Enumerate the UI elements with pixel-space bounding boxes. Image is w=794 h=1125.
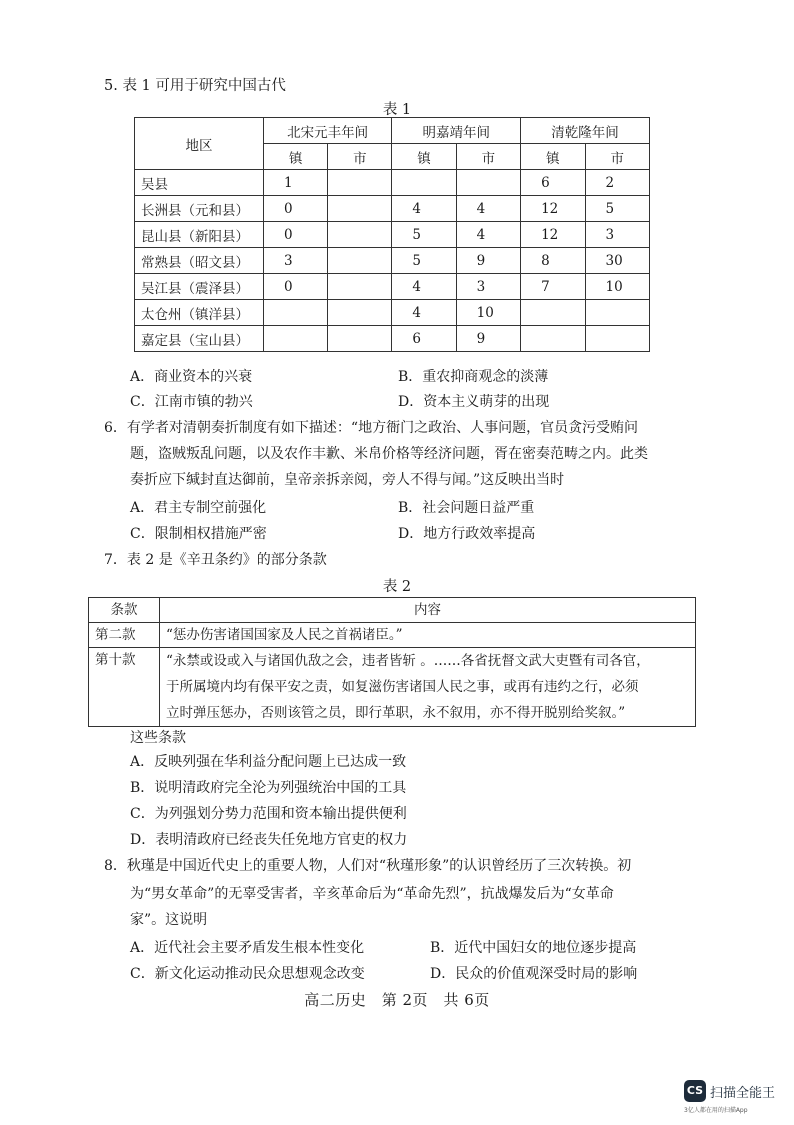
table1-value-cell xyxy=(328,248,392,274)
table1-region-cell: 太仓州（镇洋县） xyxy=(135,300,264,326)
table1-value-cell: 5 xyxy=(585,196,650,222)
q7-option-b: B．说明清政府完全沦为列强统治中国的工具 xyxy=(130,780,407,796)
table1-value-cell: 4 xyxy=(392,300,456,326)
table1-value-cell: 9 xyxy=(456,248,520,274)
table1-region-cell: 嘉定县（宝山县） xyxy=(135,326,264,352)
table2-row-label: 第二款 xyxy=(89,623,160,648)
q8-stem-line2: 为“男女革命”的无辜受害者，辛亥革命后为“革命先烈”，抗战爆发后为“女革命 xyxy=(130,886,614,902)
q5-option-d: D．资本主义萌芽的出现 xyxy=(398,394,550,410)
table1-period-ming: 明嘉靖年间 xyxy=(392,118,521,144)
table-row xyxy=(135,274,650,300)
q8-option-a: A．近代社会主要矛盾发生根本性变化 xyxy=(130,940,365,956)
table2-caption: 表 2 xyxy=(382,579,412,595)
table1-value-cell: 0 xyxy=(264,274,328,300)
watermark-name: 扫描全能王 xyxy=(710,1086,776,1101)
q7-after-text: 这些条款 xyxy=(130,730,186,746)
q8-stem-line1: 8．秋瑾是中国近代史上的重要人物，人们对“秋瑾形象”的认识曾经历了三次转换。初 xyxy=(104,858,632,874)
q8-stem-line3: 家”。这说明 xyxy=(130,912,208,928)
table1-value-cell xyxy=(585,300,650,326)
table1-sub: 镇 xyxy=(264,144,328,170)
table1-value-cell: 4 xyxy=(456,196,520,222)
table1-sub: 镇 xyxy=(392,144,456,170)
table1-value-cell xyxy=(328,274,392,300)
table1-value-cell xyxy=(521,300,585,326)
table2-header-content: 内容 xyxy=(160,598,696,623)
table1-value-cell: 10 xyxy=(456,300,520,326)
q6-stem-line3: 奏折应下缄封直达御前，皇帝亲拆亲阅，旁人不得与闻。”这反映出当时 xyxy=(130,472,565,488)
q8-option-d: D．民众的价值观深受时局的影响 xyxy=(430,966,638,982)
table-1 xyxy=(134,117,650,352)
q5-stem: 5. 表 1 可用于研究中国古代 xyxy=(104,78,286,94)
table1-value-cell xyxy=(585,326,650,352)
table1-value-cell xyxy=(328,196,392,222)
table1-value-cell: 4 xyxy=(392,196,456,222)
table1-value-cell: 0 xyxy=(264,196,328,222)
q7-option-c: C．为列强划分势力范围和资本输出提供便利 xyxy=(130,806,407,822)
table1-value-cell xyxy=(392,170,456,196)
q5-option-c: C．江南市镇的勃兴 xyxy=(130,394,253,410)
q6-option-c: C．限制相权措施严密 xyxy=(130,526,267,542)
table1-sub: 市 xyxy=(328,144,392,170)
table1-value-cell: 7 xyxy=(521,274,585,300)
table1-value-cell xyxy=(264,326,328,352)
table1-value-cell: 10 xyxy=(585,274,650,300)
table1-period-song: 北宋元丰年间 xyxy=(264,118,392,144)
table1-value-cell: 2 xyxy=(585,170,650,196)
table1-value-cell: 30 xyxy=(585,248,650,274)
q5-option-b: B．重农抑商观念的淡薄 xyxy=(398,369,549,385)
q5-option-a: A．商业资本的兴衰 xyxy=(130,369,253,385)
watermark-tagline: 3亿人都在用的扫描App xyxy=(684,1107,748,1114)
table1-caption: 表 1 xyxy=(382,102,412,118)
table1-region-cell: 吴江县（震泽县） xyxy=(135,274,264,300)
table1-value-cell: 5 xyxy=(392,222,456,248)
table1-region-cell: 昆山县（新阳县） xyxy=(135,222,264,248)
table-row xyxy=(135,300,650,326)
q8-option-b: B．近代中国妇女的地位逐步提高 xyxy=(430,940,637,956)
table-2 xyxy=(88,597,696,727)
table1-region-cell: 吴县 xyxy=(135,170,264,196)
table2-row-label: 第十款 xyxy=(89,648,160,727)
q6-stem-line1: 6．有学者对清朝奏折制度有如下描述：“地方衙门之政治、人事问题，官员贪污受贿问 xyxy=(104,420,639,436)
table1-value-cell xyxy=(328,170,392,196)
table2-row-text-line: 立时弹压惩办，否则该管之员，即行革职，永不叙用，亦不得开脱别给奖叙。” xyxy=(166,705,626,721)
table1-value-cell: 8 xyxy=(521,248,585,274)
table1-value-cell xyxy=(456,170,520,196)
page-footer: 高二历史 第 2页 共 6页 xyxy=(304,991,490,1009)
table2-row-text xyxy=(160,648,696,727)
table2-row-text-line: 于所属境内均有保平安之责，如复滋伤害诸国人民之事，或再有违约之行，必须 xyxy=(166,679,639,695)
table1-value-cell: 4 xyxy=(456,222,520,248)
table1-value-cell: 4 xyxy=(392,274,456,300)
table1-sub: 市 xyxy=(585,144,650,170)
table2-row-text-line: “永禁或设或入与诸国仇敌之会，违者皆斩 。……各省抚督文武大吏暨有司各官， xyxy=(166,653,650,669)
table-row xyxy=(135,196,650,222)
table-row xyxy=(135,326,650,352)
q6-option-b: B．社会问题日益严重 xyxy=(398,500,535,516)
q6-option-a: A．君主专制空前强化 xyxy=(130,500,267,516)
table1-value-cell xyxy=(521,326,585,352)
table-row xyxy=(135,248,650,274)
camscanner-logo-icon: CS xyxy=(684,1080,706,1102)
scanner-watermark xyxy=(684,1080,794,1120)
q7-option-d: D．表明清政府已经丧失任免地方官吏的权力 xyxy=(130,832,408,848)
q8-option-c: C．新文化运动推动民众思想观念改变 xyxy=(130,966,365,982)
table1-value-cell xyxy=(328,326,392,352)
table1-value-cell: 3 xyxy=(585,222,650,248)
q7-option-a: A．反映列强在华利益分配问题上已达成一致 xyxy=(130,754,407,770)
table2-row-text: “惩办伤害诸国国家及人民之首祸诸臣。” xyxy=(160,623,696,648)
q6-option-d: D．地方行政效率提高 xyxy=(398,526,536,542)
table1-value-cell: 3 xyxy=(456,274,520,300)
table1-value-cell: 5 xyxy=(392,248,456,274)
table1-sub: 镇 xyxy=(521,144,585,170)
table1-value-cell xyxy=(328,222,392,248)
table1-value-cell: 0 xyxy=(264,222,328,248)
table1-header-region: 地区 xyxy=(135,118,264,170)
table1-value-cell xyxy=(264,300,328,326)
table1-region-cell: 常熟县（昭文县） xyxy=(135,248,264,274)
table1-value-cell: 6 xyxy=(392,326,456,352)
table-row xyxy=(135,170,650,196)
table-row xyxy=(135,222,650,248)
q6-stem-line2: 题，盗贼叛乱问题，以及农作丰歉、米帛价格等经济问题，胥在密奏范畴之内。此类 xyxy=(130,446,648,462)
table1-value-cell: 6 xyxy=(521,170,585,196)
table1-value-cell: 9 xyxy=(456,326,520,352)
table1-value-cell: 12 xyxy=(521,196,585,222)
table1-region-cell: 长洲县（元和县） xyxy=(135,196,264,222)
table1-value-cell: 1 xyxy=(264,170,328,196)
q7-stem: 7．表 2 是《辛丑条约》的部分条款 xyxy=(104,552,327,568)
table1-value-cell xyxy=(328,300,392,326)
table1-period-qing: 清乾隆年间 xyxy=(521,118,650,144)
table2-header-clause: 条款 xyxy=(89,598,160,623)
table1-value-cell: 3 xyxy=(264,248,328,274)
table1-sub: 市 xyxy=(456,144,520,170)
table1-value-cell: 12 xyxy=(521,222,585,248)
